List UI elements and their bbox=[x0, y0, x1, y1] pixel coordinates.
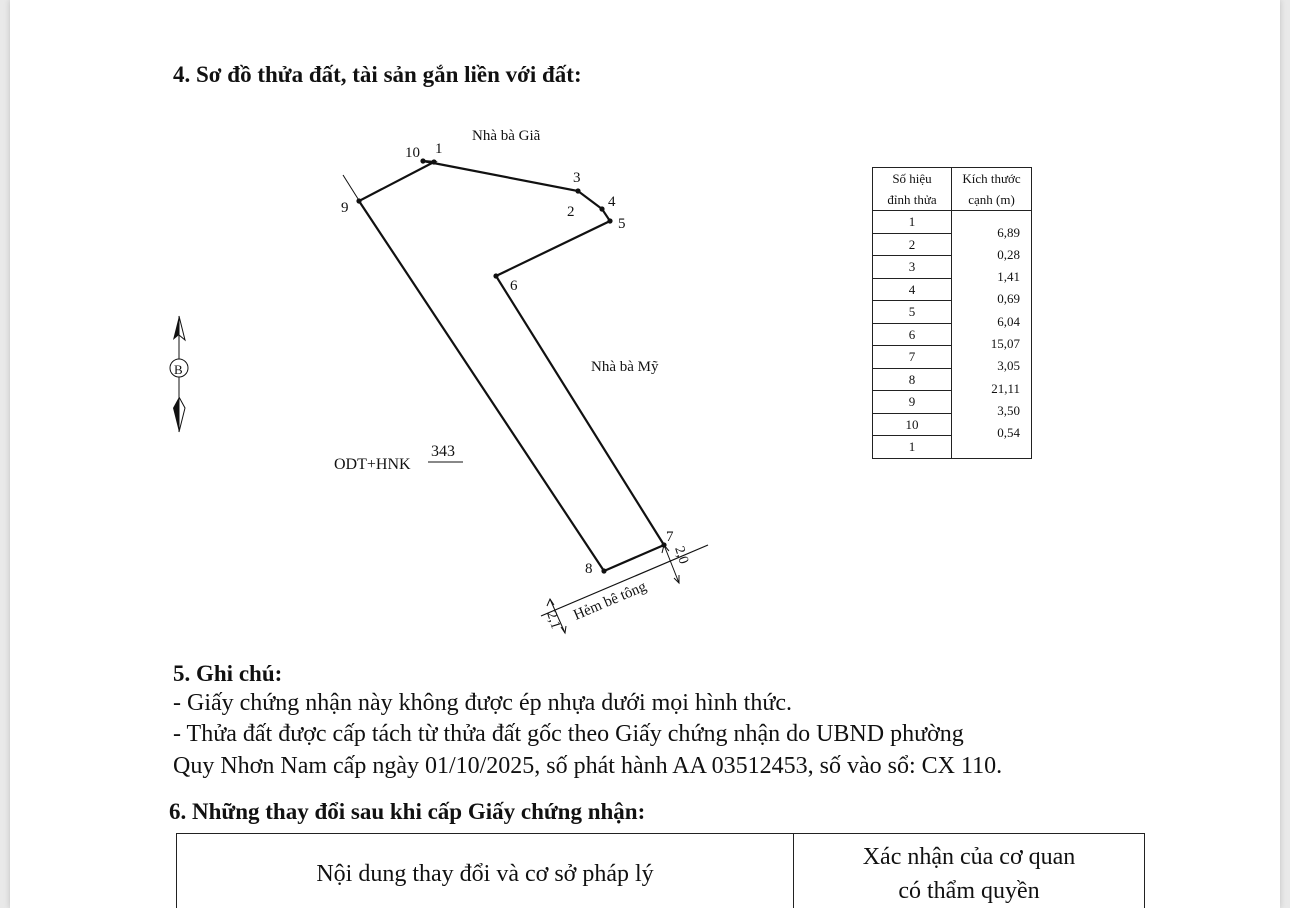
neighbor-east-label: Nhà bà Mỹ bbox=[591, 359, 659, 375]
alley-width-label-1: 2,0 bbox=[671, 544, 691, 566]
table-row bbox=[873, 211, 1032, 234]
edge-length-table bbox=[872, 167, 1032, 459]
vertex-cell: 5 bbox=[873, 301, 952, 324]
certificate-page bbox=[10, 0, 1280, 908]
changes-col2-header: Xác nhận của cơ quan có thẩm quyền bbox=[794, 834, 1145, 908]
note-line: - Giấy chứng nhận này không được ép nhựa dưới mọi hình thức. bbox=[173, 690, 792, 716]
header-edge-length: Kích thước cạnh (m) bbox=[952, 168, 1032, 211]
section-5-title: 5. Ghi chú: bbox=[173, 661, 283, 686]
edge-length-value: 1,41 bbox=[997, 269, 1020, 284]
vertex-point bbox=[420, 158, 425, 163]
edge-length-value: 0,69 bbox=[997, 291, 1020, 306]
parcel-number: 343 bbox=[431, 443, 455, 460]
vertex-point bbox=[601, 568, 606, 573]
section-4-title: 4. Sơ đồ thửa đất, tài sản gắn liền với đất: bbox=[173, 62, 582, 87]
vertex-point bbox=[356, 198, 361, 203]
alley-label: Hẻm bê tông bbox=[571, 578, 649, 624]
table-header-row bbox=[177, 834, 1145, 908]
vertex-cell: 1 bbox=[873, 211, 952, 234]
vertex-cell: 4 bbox=[873, 278, 952, 301]
changes-table bbox=[176, 833, 1145, 908]
vertex-label-1: 1 bbox=[435, 141, 443, 157]
vertex-cell: 9 bbox=[873, 391, 952, 414]
vertex-label-10: 10 bbox=[405, 145, 420, 161]
alley-width-label-2: 2,1 bbox=[543, 609, 563, 631]
vertex-cell: 3 bbox=[873, 256, 952, 279]
section-6-title: 6. Những thay đổi sau khi cấp Giấy chứng nhận: bbox=[169, 799, 646, 824]
parcel-land-type: ODT+HNK bbox=[334, 456, 411, 473]
edge-length-value: 0,54 bbox=[997, 425, 1020, 440]
vertex-label-3: 3 bbox=[573, 170, 581, 186]
edge-length-value: 0,28 bbox=[997, 247, 1020, 262]
vertex-label-7: 7 bbox=[666, 529, 674, 545]
vertex-cell: 8 bbox=[873, 368, 952, 391]
edge-length-value: 21,11 bbox=[991, 381, 1020, 396]
north-arrow-icon bbox=[170, 316, 188, 432]
vertex-cell: 10 bbox=[873, 413, 952, 436]
note-line: - Thửa đất được cấp tách từ thửa đất gốc theo Giấy chứng nhận do UBND phường bbox=[173, 721, 964, 747]
compass-letter: B bbox=[174, 362, 183, 377]
vertex-label-5: 5 bbox=[618, 216, 626, 232]
vertex-cell: 6 bbox=[873, 323, 952, 346]
edge-length-value: 15,07 bbox=[990, 336, 1020, 351]
vertex-label-9: 9 bbox=[341, 200, 349, 216]
vertex-point bbox=[575, 188, 580, 193]
note-line: Quy Nhơn Nam cấp ngày 01/10/2025, số phát hành AA 03512453, số vào sổ: CX 110. bbox=[173, 753, 1003, 779]
vertex-point bbox=[599, 206, 604, 211]
vertex-label-6: 6 bbox=[510, 278, 518, 294]
changes-col1-header: Nội dung thay đổi và cơ sở pháp lý bbox=[177, 834, 794, 908]
vertex-point bbox=[607, 218, 612, 223]
vertex-point bbox=[493, 273, 498, 278]
header-vertex-id: Số hiệu đỉnh thửa bbox=[873, 168, 952, 211]
edge-length-value: 6,89 bbox=[997, 225, 1020, 240]
edge-length-value: 6,04 bbox=[997, 314, 1020, 329]
diagram-extension-line bbox=[343, 175, 360, 202]
vertex-label-2: 2 bbox=[567, 204, 575, 220]
edge-length-value: 3,05 bbox=[997, 358, 1020, 373]
vertex-cell: 7 bbox=[873, 346, 952, 369]
edge-lengths-cell bbox=[952, 211, 1032, 459]
vertex-cell: 1 bbox=[873, 436, 952, 459]
vertex-label-8: 8 bbox=[585, 561, 593, 577]
neighbor-north-label: Nhà bà Giã bbox=[472, 128, 541, 144]
edge-length-value: 3,50 bbox=[997, 403, 1020, 418]
vertex-point bbox=[431, 159, 436, 164]
parcel-diagram bbox=[10, 0, 1280, 660]
table-header-row bbox=[873, 168, 1032, 211]
vertex-cell: 2 bbox=[873, 233, 952, 256]
vertex-label-4: 4 bbox=[608, 194, 616, 210]
